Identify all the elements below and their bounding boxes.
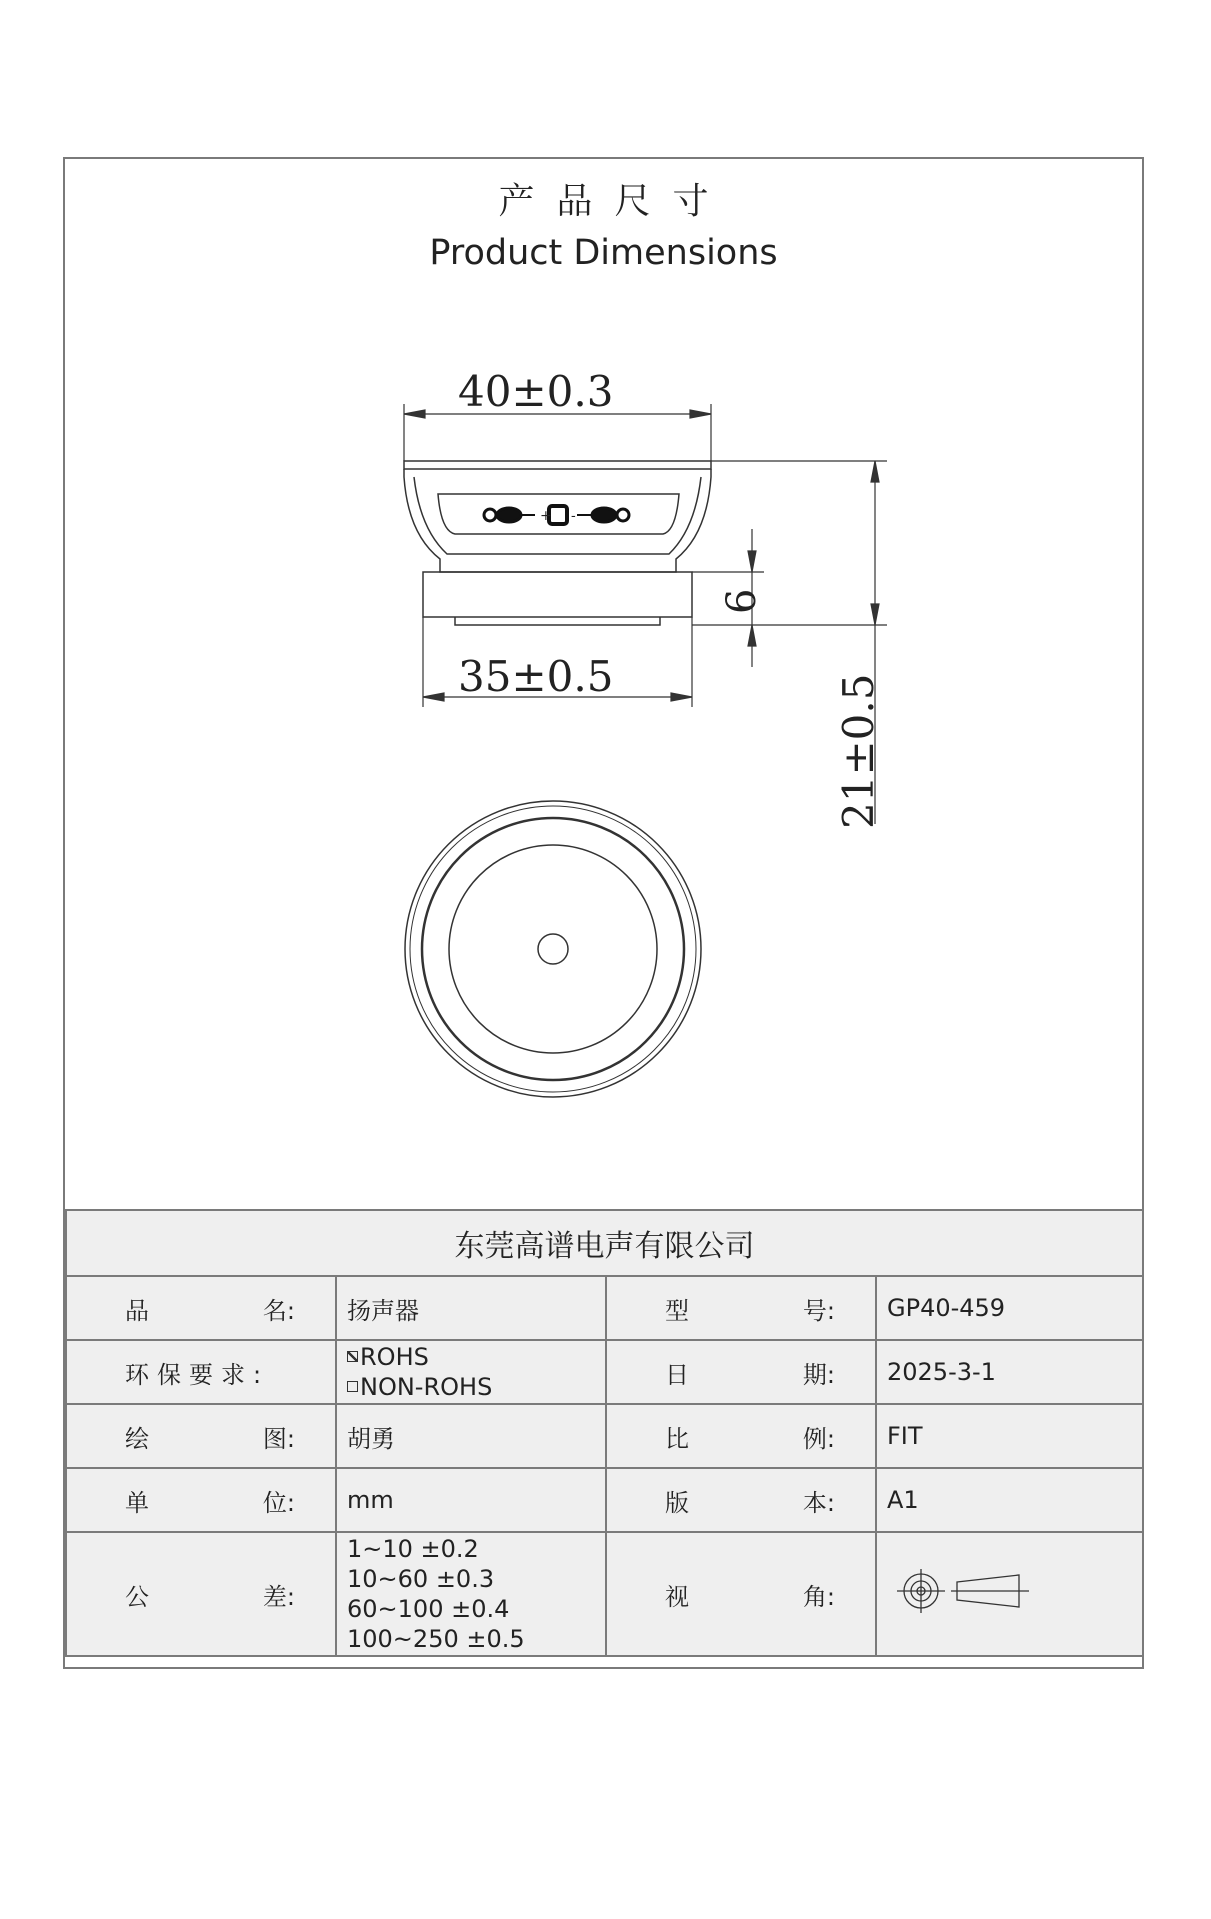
env-options — [336, 1340, 606, 1404]
checkbox-checked-icon — [347, 1351, 358, 1362]
view-symbol-cell — [876, 1532, 1143, 1656]
product-name-label — [66, 1276, 336, 1340]
magnet — [423, 572, 692, 617]
drawer-label-a: 绘 — [125, 1424, 149, 1453]
tolerance-row: 10~60 ±0.3 — [347, 1565, 495, 1593]
date-value: 2025-3-1 — [876, 1340, 1143, 1404]
dim-bottom-arrow-left — [423, 693, 444, 701]
view-label-b: 角: — [802, 1582, 835, 1611]
version-value: A1 — [876, 1468, 1143, 1532]
magnet-plate — [455, 617, 660, 625]
model-value: GP40-459 — [876, 1276, 1143, 1340]
dim-6-arrow-bottom — [748, 625, 756, 646]
company-name: 东莞高谱电声有限公司 — [66, 1210, 1143, 1276]
dim-6-arrow-top — [748, 551, 756, 572]
tolerance-row: 1~10 ±0.2 — [347, 1535, 479, 1563]
env-option-rohs — [347, 1342, 605, 1372]
terminal-minus-sign: - — [571, 508, 576, 524]
drawer-label — [66, 1404, 336, 1468]
view-label-a: 视 — [665, 1582, 689, 1611]
basket-body — [404, 469, 711, 572]
basket-window — [438, 494, 679, 534]
unit-label-b: 位: — [262, 1488, 295, 1517]
dim-total-height-label: 21±0.5 — [834, 673, 883, 829]
basket-inner — [414, 477, 701, 554]
drawer-label-b: 图: — [262, 1424, 295, 1453]
env-option-non-rohs-label: NON-ROHS — [360, 1373, 493, 1401]
tolerance-label-b: 差: — [262, 1582, 295, 1611]
product-name-value: 扬声器 — [336, 1276, 606, 1340]
scale-value: FIT — [876, 1404, 1143, 1468]
version-label — [606, 1468, 876, 1532]
dim-top-arrow-right — [690, 410, 711, 418]
scale-label — [606, 1404, 876, 1468]
env-option-non-rohs — [347, 1372, 605, 1402]
env-label — [66, 1340, 336, 1404]
model-label-b: 号: — [802, 1296, 835, 1325]
date-label-b: 期: — [802, 1360, 835, 1389]
env-label-text: 环保要求: — [125, 1360, 270, 1389]
dim-magnet-height-label: 6 — [719, 588, 765, 614]
drawer-value: 胡勇 — [336, 1404, 606, 1468]
drawing-area — [65, 159, 1142, 1209]
scale-label-a: 比 — [665, 1424, 689, 1453]
third-angle-projection-icon — [887, 1566, 1047, 1616]
dim-top-arrow-left — [404, 410, 425, 418]
product-name-label-a: 品 — [125, 1296, 149, 1325]
frame-flange — [404, 461, 711, 469]
model-label-a: 型 — [665, 1296, 689, 1325]
view-label — [606, 1532, 876, 1656]
dim-bottom-width-label: 35±0.5 — [458, 652, 614, 701]
front-view — [405, 801, 701, 1097]
unit-label — [66, 1468, 336, 1532]
unit-label-a: 单 — [125, 1488, 149, 1517]
checkbox-unchecked-icon — [347, 1381, 358, 1392]
title-english: Product Dimensions — [429, 233, 778, 273]
tolerance-label — [66, 1532, 336, 1656]
version-label-b: 本: — [802, 1488, 835, 1517]
dim-top-width-label: 40±0.3 — [458, 367, 614, 416]
dim-bottom-arrow-right — [671, 693, 692, 701]
tolerance-row: 60~100 ±0.4 — [347, 1595, 510, 1623]
tolerance-label-a: 公 — [125, 1582, 149, 1611]
tolerance-values — [336, 1532, 606, 1656]
product-name-label-b: 名: — [262, 1296, 295, 1325]
title-block — [65, 1209, 1144, 1657]
title-chinese: 产品尺寸 — [498, 181, 731, 222]
scale-label-b: 例: — [802, 1424, 835, 1453]
date-label-a: 日 — [665, 1360, 689, 1389]
dim-21-arrow-bottom — [871, 604, 879, 625]
dim-21-arrow-top — [871, 461, 879, 482]
env-option-rohs-label: ROHS — [360, 1343, 429, 1371]
drawing-sheet — [63, 157, 1144, 1669]
date-label — [606, 1340, 876, 1404]
model-label — [606, 1276, 876, 1340]
unit-value: mm — [336, 1468, 606, 1532]
speaker-drawing — [65, 159, 1142, 1209]
tolerance-row: 100~250 ±0.5 — [347, 1625, 525, 1653]
version-label-a: 版 — [665, 1488, 689, 1517]
terminal-plus-sign: + — [540, 508, 552, 524]
terminal-board — [484, 506, 629, 524]
